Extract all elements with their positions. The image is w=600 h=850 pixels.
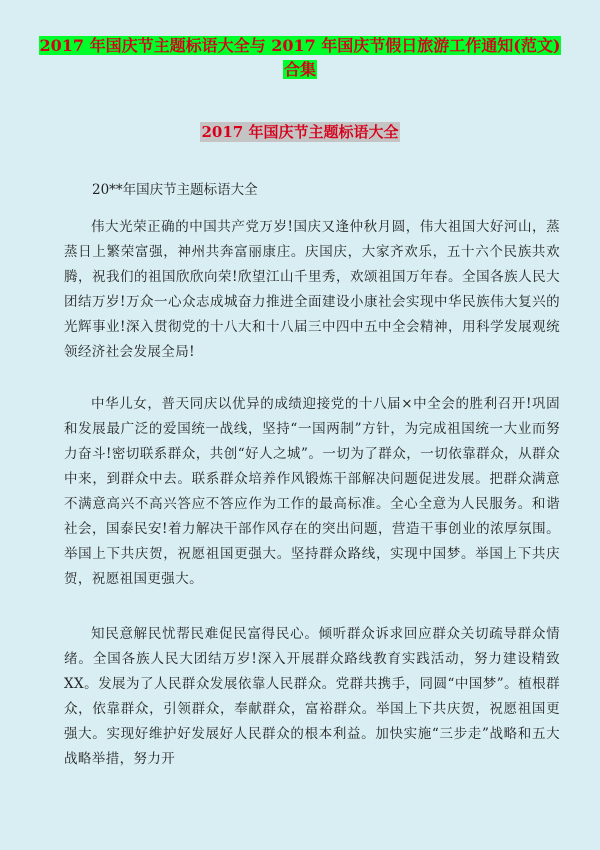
document-title-line-1: 2017 年国庆节主题标语大全与 2017 年国庆节假日旅游工作通知(范文) bbox=[39, 36, 561, 55]
section-heading bbox=[0, 121, 600, 143]
document-title bbox=[28, 34, 572, 82]
subtitle: 20**年国庆节主题标语大全 bbox=[92, 182, 258, 198]
paragraph-1: 伟大光荣正确的中国共产党万岁!国庆又逢仲秋月圆，伟大祖国大好河山，蒸蒸日上繁荣富强，神州共奔富丽康庄。庆国庆，大家齐欢乐，五十六个民族共欢腾，祝我们的祖国欣欣向荣!欣望江山千里秀，欢颂祖国万年春。全国各族人民大团结万岁!万众一心众志成城奋力推进全面建设小康社会实现中华民族伟大复兴的光辉事业!深入贯彻党的十八大和十八届三中四中五中全会精神，用科学发展观统领经济社会发展全局! bbox=[64, 219, 560, 360]
document-title-line-2: 合集 bbox=[283, 60, 316, 79]
section-heading-text: 2017 年国庆节主题标语大全 bbox=[201, 123, 399, 141]
paragraph-2: 中华儿女，普天同庆以优异的成绩迎接党的十八届×中全会的胜利召开!巩固和发展最广泛的爱国统一战线，坚持“一国两制”方针，为完成祖国统一大业而努力奋斗!密切联系群众，共创“好人之城”。一切为了群众，一切依靠群众，从群众中来，到群众中去。联系群众培养作风锻炼干部解决问题促进发展。把群众满意不满意高兴不高兴答应不答应作为工作的最高标准。全心全意为人民服务。和谐社会，国泰民安!着力解决干部作风存在的突出问题，营造干事创业的浓厚氛围。举国上下共庆贺，祝愿祖国更强大。坚持群众路线，实现中国梦。举国上下共庆贺，祝愿祖国更强大。 bbox=[64, 396, 560, 587]
paragraph-3: 知民意解民忧帮民难促民富得民心。倾听群众诉求回应群众关切疏导群众情绪。全国各族人民大团结万岁!深入开展群众路线教育实践活动，努力建设精致XX。发展为了人民群众发展依靠人民群众。党群共携手，同圆“中国梦”。植根群众，依靠群众，引领群众，奉献群众，富裕群众。举国上下共庆贺，祝愿祖国更强大。实现好维护好发展好人民群众的根本利益。加快实施“三步走”战略和五大战略举措，努力开 bbox=[64, 626, 560, 767]
